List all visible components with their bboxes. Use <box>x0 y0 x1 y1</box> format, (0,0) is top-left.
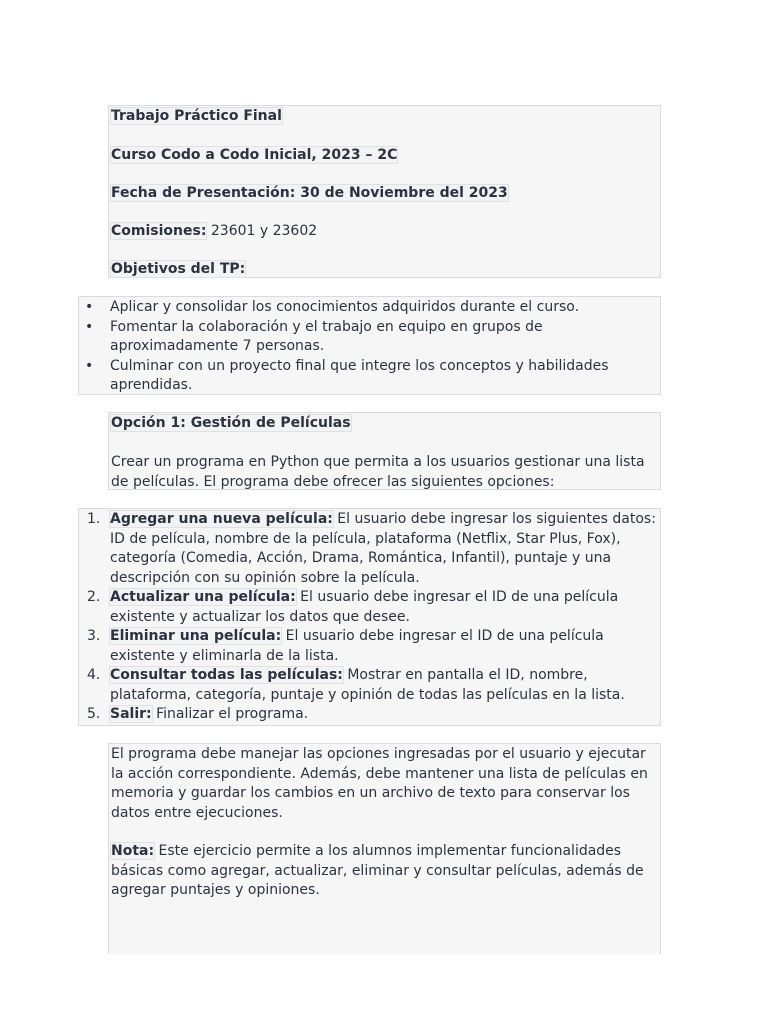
objectives-block <box>78 296 661 395</box>
list-item: • Fomentar la colaboración y el trabajo en equipo en grupos de aproximadamente 7 personas. <box>79 318 657 357</box>
list-item: 4. Consultar todas las películas: Mostrar en pantalla el ID, nombre, plataforma, categoría, puntaje y opinión de todas las películas en la lista. <box>87 667 625 703</box>
closing-block <box>108 743 661 954</box>
option-description: Crear un programa en Python que permita a los usuarios gestionar una lista de películas. El programa debe ofrecer las siguientes opciones: <box>111 454 645 490</box>
course-name: Curso Codo a Codo Inicial, 2023 – 2C <box>111 147 398 163</box>
list-item: 2. Actualizar una película: El usuario debe ingresar el ID de una película existente y actualizar los datos que desee. <box>87 589 619 625</box>
option-title: Opción 1: Gestión de Películas <box>111 415 351 431</box>
header-block <box>108 105 661 278</box>
option-block <box>108 412 661 490</box>
list-item: 3. Eliminar una película: El usuario debe ingresar el ID de una película existente y eliminarla de la lista. <box>87 628 604 664</box>
presentation-date: Fecha de Presentación: 30 de Noviembre del 2023 <box>111 185 508 201</box>
commissions: Comisiones: 23601 y 23602 <box>111 223 318 239</box>
list-item: 1. Agregar una nueva película: El usuario debe ingresar los siguientes datos: ID de película, nombre de la película, plataforma (Netflix, Star Plus, Fox), categoría (Comedia, Acción, Drama, Romántica, Infantil), puntaje y una descripción con su opinión sobre la película. <box>87 511 656 586</box>
note-paragraph: Nota: Este ejercicio permite a los alumnos implementar funcionalidades básicas como agregar, actualizar, eliminar y consultar películas, además de agregar puntajes y opiniones. <box>111 843 644 898</box>
objectives-heading: Objetivos del TP: <box>111 261 246 277</box>
list-item: • Aplicar y consolidar los conocimientos adquiridos durante el curso. <box>79 298 657 318</box>
list-item: 5. Salir: Finalizar el programa. <box>87 706 309 722</box>
steps-block <box>78 508 661 726</box>
document-title: Trabajo Práctico Final <box>111 108 282 124</box>
list-item: • Culminar con un proyecto final que integre los conceptos y habilidades aprendidas. <box>79 357 657 396</box>
steps-list <box>79 510 657 725</box>
closing-paragraph: El programa debe manejar las opciones ingresadas por el usuario y ejecutar la acción correspondiente. Además, debe mantener una lista de películas en memoria y guardar los cambios en un archivo de texto para conservar los datos entre ejecuciones. <box>111 746 648 821</box>
objectives-list <box>79 298 657 396</box>
